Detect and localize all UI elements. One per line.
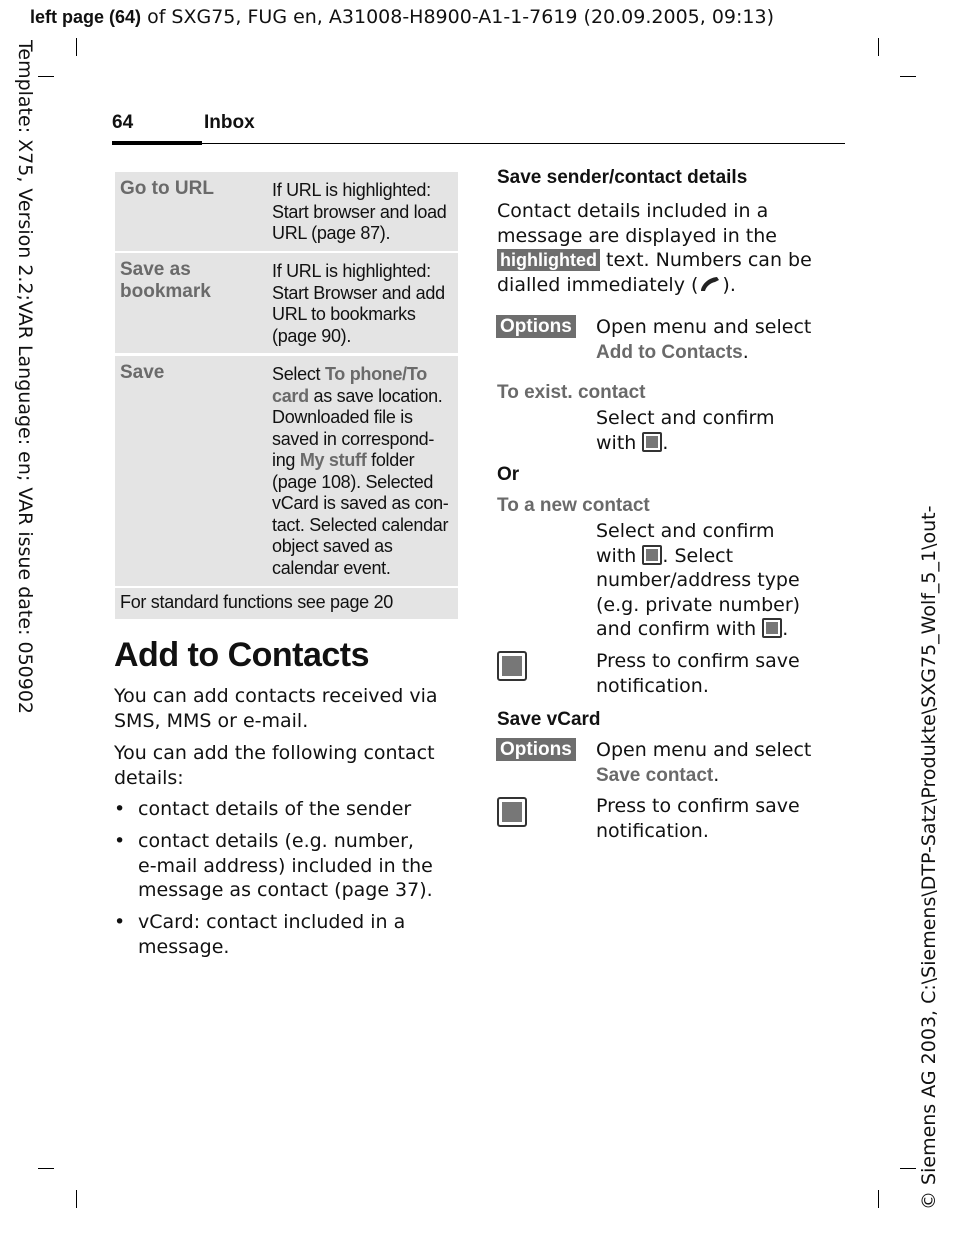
text: . [713,763,720,786]
text-line: message are displayed in the [497,224,777,247]
desc-line: calendar event. [272,557,391,578]
text: dialled immediately ( [497,273,699,296]
text-line: vCard: contact included in a [138,911,406,933]
bullet-icon: • [114,798,126,820]
softkey-options [496,315,576,338]
text: Select [272,364,325,384]
desc-line: saved in correspond- [272,428,435,449]
list-item [114,797,444,823]
crop-mark [38,76,54,77]
option-desc [272,180,454,245]
page-number: 64 [112,112,134,133]
table-row-save [115,356,458,586]
text-line: Open menu and select [596,316,812,338]
desc-line: Downloaded file is [272,407,413,427]
text: as save location. [308,385,443,406]
text-line: Press to confirm save [596,650,800,672]
copyright-path: © Siemens AG 2003, C:\Siemens\DTP-Satz\Produkte\SXG75_Wolf_5_1\out- [918,505,940,1210]
crop-mark [38,1168,54,1169]
text-line: You can add the following contact [114,742,435,764]
center-key-icon [762,618,782,638]
list-text [138,797,458,822]
intro-paragraph [114,684,454,733]
crop-mark [878,38,879,56]
call-key-icon [698,274,722,294]
options-softkey: Options [496,315,576,338]
list-text [138,910,458,959]
desc-line: If URL is highlighted: [272,180,431,200]
template-info: Template: X75, Version 2.2;VAR Language: en; VAR issue date: 050902 [14,40,36,715]
crop-mark [900,76,916,77]
desc-line [272,450,454,472]
softkey-options [496,738,576,761]
center-key-icon [642,432,662,452]
center-key-icon [642,545,662,565]
section-heading-save-sender: Save sender/contact details [497,167,748,188]
or-label: Or [497,464,520,485]
text-line: contact details (e.g. number, [138,830,414,852]
option-desc [272,364,454,579]
desc-line: Start Browser and add [272,282,445,303]
text-line: notification. [596,674,709,697]
crop-mark [878,1190,879,1208]
option-desc [272,261,454,347]
footer-text: For standard functions see page 20 [120,592,393,612]
exist-instruction [596,406,836,455]
menu-term-new-contact: To a new contact [497,495,650,516]
text-line [596,431,836,456]
details-paragraph [114,741,454,790]
desc-line: (page 90). [272,325,352,346]
center-key-icon [497,651,527,681]
desc-line [272,364,454,386]
desc-line: tact. Selected calendar [272,514,449,535]
options-softkey: Options [496,738,576,761]
table-row-save-as-bookmark [115,253,458,353]
text-line: message. [138,935,230,958]
print-header-page: left page (64) [30,7,142,27]
text: and confirm with [596,618,763,640]
section-title: Inbox [204,112,255,133]
crop-mark [900,1168,916,1169]
option-key: Save [120,362,165,383]
text: with [596,431,643,454]
text-line: details: [114,766,184,789]
text-line: Open menu and select [596,739,812,761]
desc-line: If URL is highlighted: [272,261,431,281]
text-line: message as contact (page 37). [138,879,433,901]
menu-term: card [272,385,309,406]
text: with [596,544,643,567]
crop-mark [76,38,77,56]
highlight-sample: highlighted [497,249,600,271]
key-line: bookmark [120,281,211,302]
center-key-icon [497,797,527,827]
desc-line: Start browser and load [272,201,447,222]
text-line [497,273,827,298]
text: . [782,618,789,640]
text-line: (e.g. private number) [596,593,801,616]
table-footer [115,588,458,619]
text-line: Select and confirm [596,407,775,429]
print-header [30,6,774,28]
option-key [120,259,211,303]
header-rule-thick [112,141,202,145]
text-line [596,340,836,366]
text: . [662,431,669,454]
menu-term: To phone/To [324,364,427,384]
main-heading: Add to Contacts [114,636,370,674]
side-text-left [12,40,36,720]
text: . [742,340,749,363]
text-line [497,248,827,273]
desc-line: vCard is saved as con- [272,493,449,513]
text-line [596,617,836,642]
header-rule [202,143,845,144]
sender-paragraph [497,199,827,297]
text-line: You can add contacts received via [114,685,438,707]
text-line: contact details of the sender [138,798,412,820]
desc-line: URL to bookmarks [272,304,416,324]
text: . Select [662,544,734,567]
list-text [138,829,458,903]
section-heading-save-vcard: Save vCard [497,709,601,730]
option-instruction [596,738,836,788]
desc-line: object saved as [272,536,393,556]
option-instruction [596,315,836,365]
confirm-instruction [596,649,836,698]
text: ing [272,450,300,470]
print-header-info: of SXG75, FUG en, A31008-H8900-A1-1-7619 (20.09.2005, 09:13) [141,6,774,28]
list-item [114,829,444,905]
text-line: SMS, MMS or e-mail. [114,709,309,732]
text: ). [722,273,736,296]
option-key: Go to URL [120,178,214,199]
table-row-go-to-url [115,172,458,251]
bullet-icon: • [114,830,126,852]
text-line: Select and confirm [596,520,775,542]
text-line: e-mail address) included in the [138,854,433,877]
text-line: Press to confirm save [596,795,800,817]
desc-line: (page 108). Selected [272,471,434,492]
text-line: number/address type [596,569,800,591]
side-text-right [918,505,944,1210]
menu-term: My stuff [299,450,367,470]
key-line: Save as [120,259,191,280]
menu-term-add-to-contacts: Add to Contacts [596,341,743,363]
crop-mark [76,1190,77,1208]
desc-line: URL (page 87). [272,223,391,243]
list-item [114,910,444,962]
new-instruction [596,519,836,642]
confirm-instruction [596,794,836,843]
menu-term-exist-contact: To exist. contact [497,382,646,403]
text: folder [366,450,415,470]
text-line: notification. [596,819,709,842]
desc-line [272,386,454,408]
text: text. Numbers can be [599,249,812,271]
menu-term-save-contact: Save contact [596,764,714,786]
text-line [596,544,836,569]
bullet-icon: • [114,911,126,933]
text-line [596,763,836,789]
text-line: Contact details included in a [497,200,769,222]
